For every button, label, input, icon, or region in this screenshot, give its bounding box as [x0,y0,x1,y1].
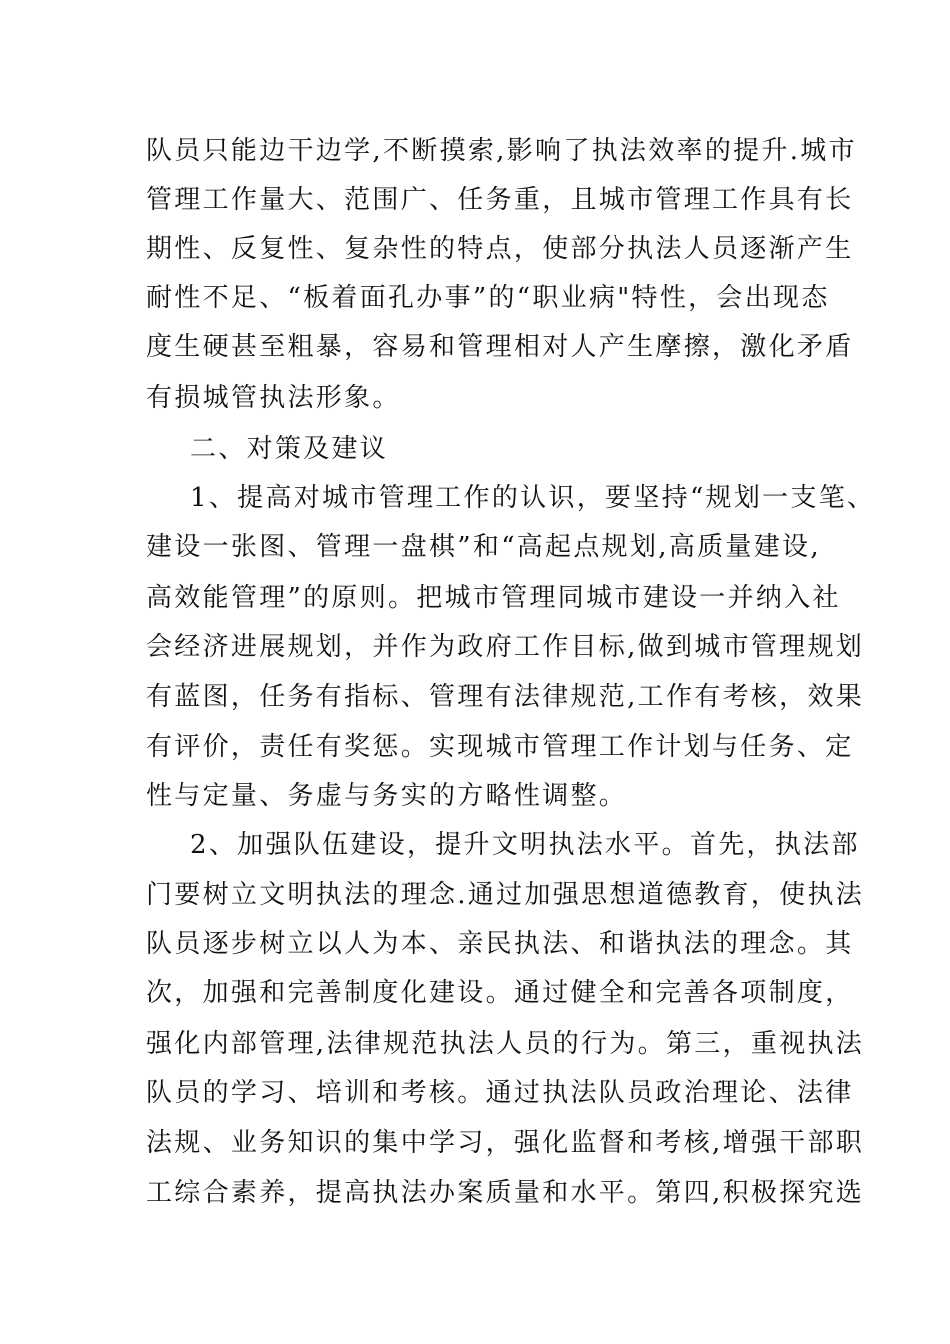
text-line: 管理工作量大、范围广、任务重，且城市管理工作具有长 [146,185,854,215]
text-line: 有评价，责任有奖惩。实现城市管理工作计划与任务、定 [146,732,854,762]
text-line: 门要树立文明执法的理念.通过加强思想道德教育，使执法 [146,880,865,910]
text-line: 队员只能边干边学,不断摸索,影响了执法效率的提升.城市 [146,136,857,166]
section-heading: 二、对策及建议 [190,434,389,464]
text-line: 度生硬甚至粗暴，容易和管理相对人产生摩擦，激化矛盾 [146,332,854,362]
text-line: 耐性不足、“板着面孔办事”的“职业病"特性，会出现态 [146,283,830,313]
text-line: 次，加强和完善制度化建设。通过健全和完善各项制度， [146,978,854,1008]
text-line: 法规、业务知识的集中学习，强化监督和考核,增强干部职 [146,1128,865,1158]
text-line: 性与定量、务虚与务实的方略性调整。 [146,781,628,811]
text-line: 强化内部管理,法律规范执法人员的行为。第三，重视执法 [146,1029,865,1059]
text-line: 2、加强队伍建设，提升文明执法水平。首先，执法部 [190,830,860,860]
text-line: 队员逐步树立以人为本、亲民执法、和谐执法的理念。其 [146,929,854,959]
text-line: 期性、反复性、复杂性的特点，使部分执法人员逐渐产生 [146,234,854,264]
text-line: 1、提高对城市管理工作的认识，要坚持“规划一支笔、 [190,483,876,513]
text-line: 有蓝图，任务有指标、管理有法律规范,工作有考核，效果 [146,682,865,712]
text-line: 会经济进展规划，并作为政府工作目标,做到城市管理规划 [146,632,865,662]
text-line: 队员的学习、培训和考核。通过执法队员政治理论、法律 [146,1078,854,1108]
text-line: 高效能管理”的原则。把城市管理同城市建设一并纳入社 [146,583,841,613]
text-line: 有损城管执法形象。 [146,383,401,413]
text-line: 工综合素养，提高执法办案质量和水平。第四,积极探究选 [146,1178,865,1208]
text-line: 建设一张图、管理一盘棋”和“高起点规划,高质量建设, [146,532,821,562]
